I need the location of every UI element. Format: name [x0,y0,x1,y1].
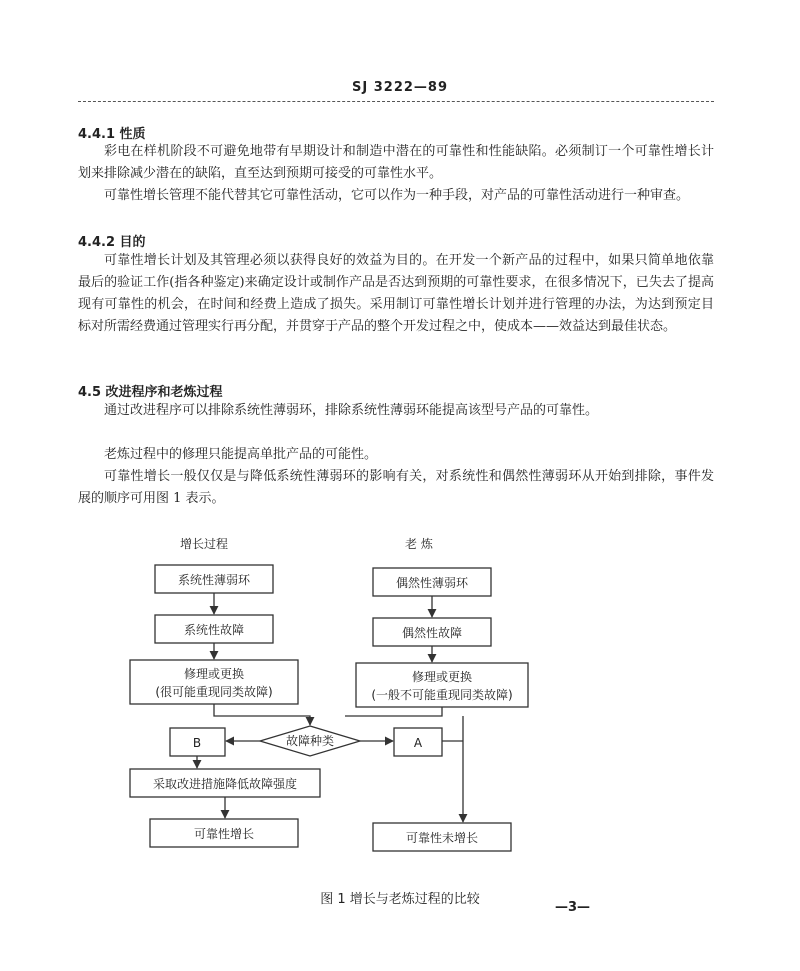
section-4-5-paragraph-1: 通过改进程序可以排除系统性薄弱环，排除系统性薄弱环能提高该型号产品的可靠性。 [104,403,599,418]
section-4-4-1-paragraph-2: 可靠性增长管理不能代替其它可靠性活动，它可以作为一种手段，对产品的可靠性活动进行一种审查。 [104,188,690,203]
reliability-growth-label: 可靠性增长 [193,827,255,841]
figure-caption: 图 1 增长与老炼过程的比较 [320,892,480,907]
line-right-repair-to-diamond [345,707,442,716]
random-weakness-label: 偶然性薄弱环 [395,576,469,590]
random-failure-label: 偶然性故障 [401,626,463,640]
page-number: —3— [555,900,591,915]
section-4-4-1-heading: 4.4.1 性质 [78,127,146,142]
box-b-label: B [192,736,202,750]
left-repair-replace-label: 修理或更换 [183,667,245,681]
right-repair-replace-label: 修理或更换 [411,670,473,684]
burn-in-title: 老 炼 [405,537,433,551]
right-repair-note-label: (一般不可能重现同类故障) [371,688,513,702]
corrective-action-label: 采取改进措施降低故障强度 [152,777,298,791]
box-a-label: A [413,736,423,750]
failure-type-label: 故障种类 [285,734,335,748]
section-4-4-1-paragraph-1: 彩电在样机阶段不可避免地带有早期设计和制造中潜在的可靠性和性能缺陷。必须制订一个可靠性增长计划来排除减少潜在的缺陷，直至达到预期可接受的可靠性水平。 [78,144,714,181]
section-4-5-heading: 4.5 改进程序和老炼过程 [78,385,223,400]
growth-process-title: 增长过程 [180,537,229,551]
section-4-4-2-heading: 4.4.2 目的 [78,235,146,250]
systematic-failure-label: 系统性故障 [183,623,245,637]
left-repair-note-label: (很可能重现同类故障) [155,685,273,699]
no-reliability-growth-label: 可靠性未增长 [405,831,479,845]
systematic-weakness-label: 系统性薄弱环 [177,573,251,587]
arrow-left-repair-to-diamond [214,704,310,725]
section-4-5-paragraph-3: 可靠性增长一般仅仅是与降低系统性薄弱环的影响有关，对系统性和偶然性薄弱环从开始到排除，事件发展的顺序可用图 1 表示。 [78,469,714,506]
document-code-header: SJ 3222—89 [352,80,448,95]
section-4-4-2-paragraph-1: 可靠性增长计划及其管理必须以获得良好的效益为目的。在开发一个新产品的过程中，如果只简单地依靠最后的验证工作(指各种鉴定)来确定设计或制作产品是否达到预期的可靠性要求，在很多情况下，已失去了提高现有可靠性的机会，在时间和经费上造成了损失。采用制订可靠性增长计划并进行管理的办法，为达到预定目标对所需经费通过管理实行再分配，并贯穿于产品的整个开发过程之中，使成本——效益达到最佳状态。 [78,253,714,334]
section-4-5-paragraph-2: 老炼过程中的修理只能提高单批产品的可能性。 [104,447,378,462]
